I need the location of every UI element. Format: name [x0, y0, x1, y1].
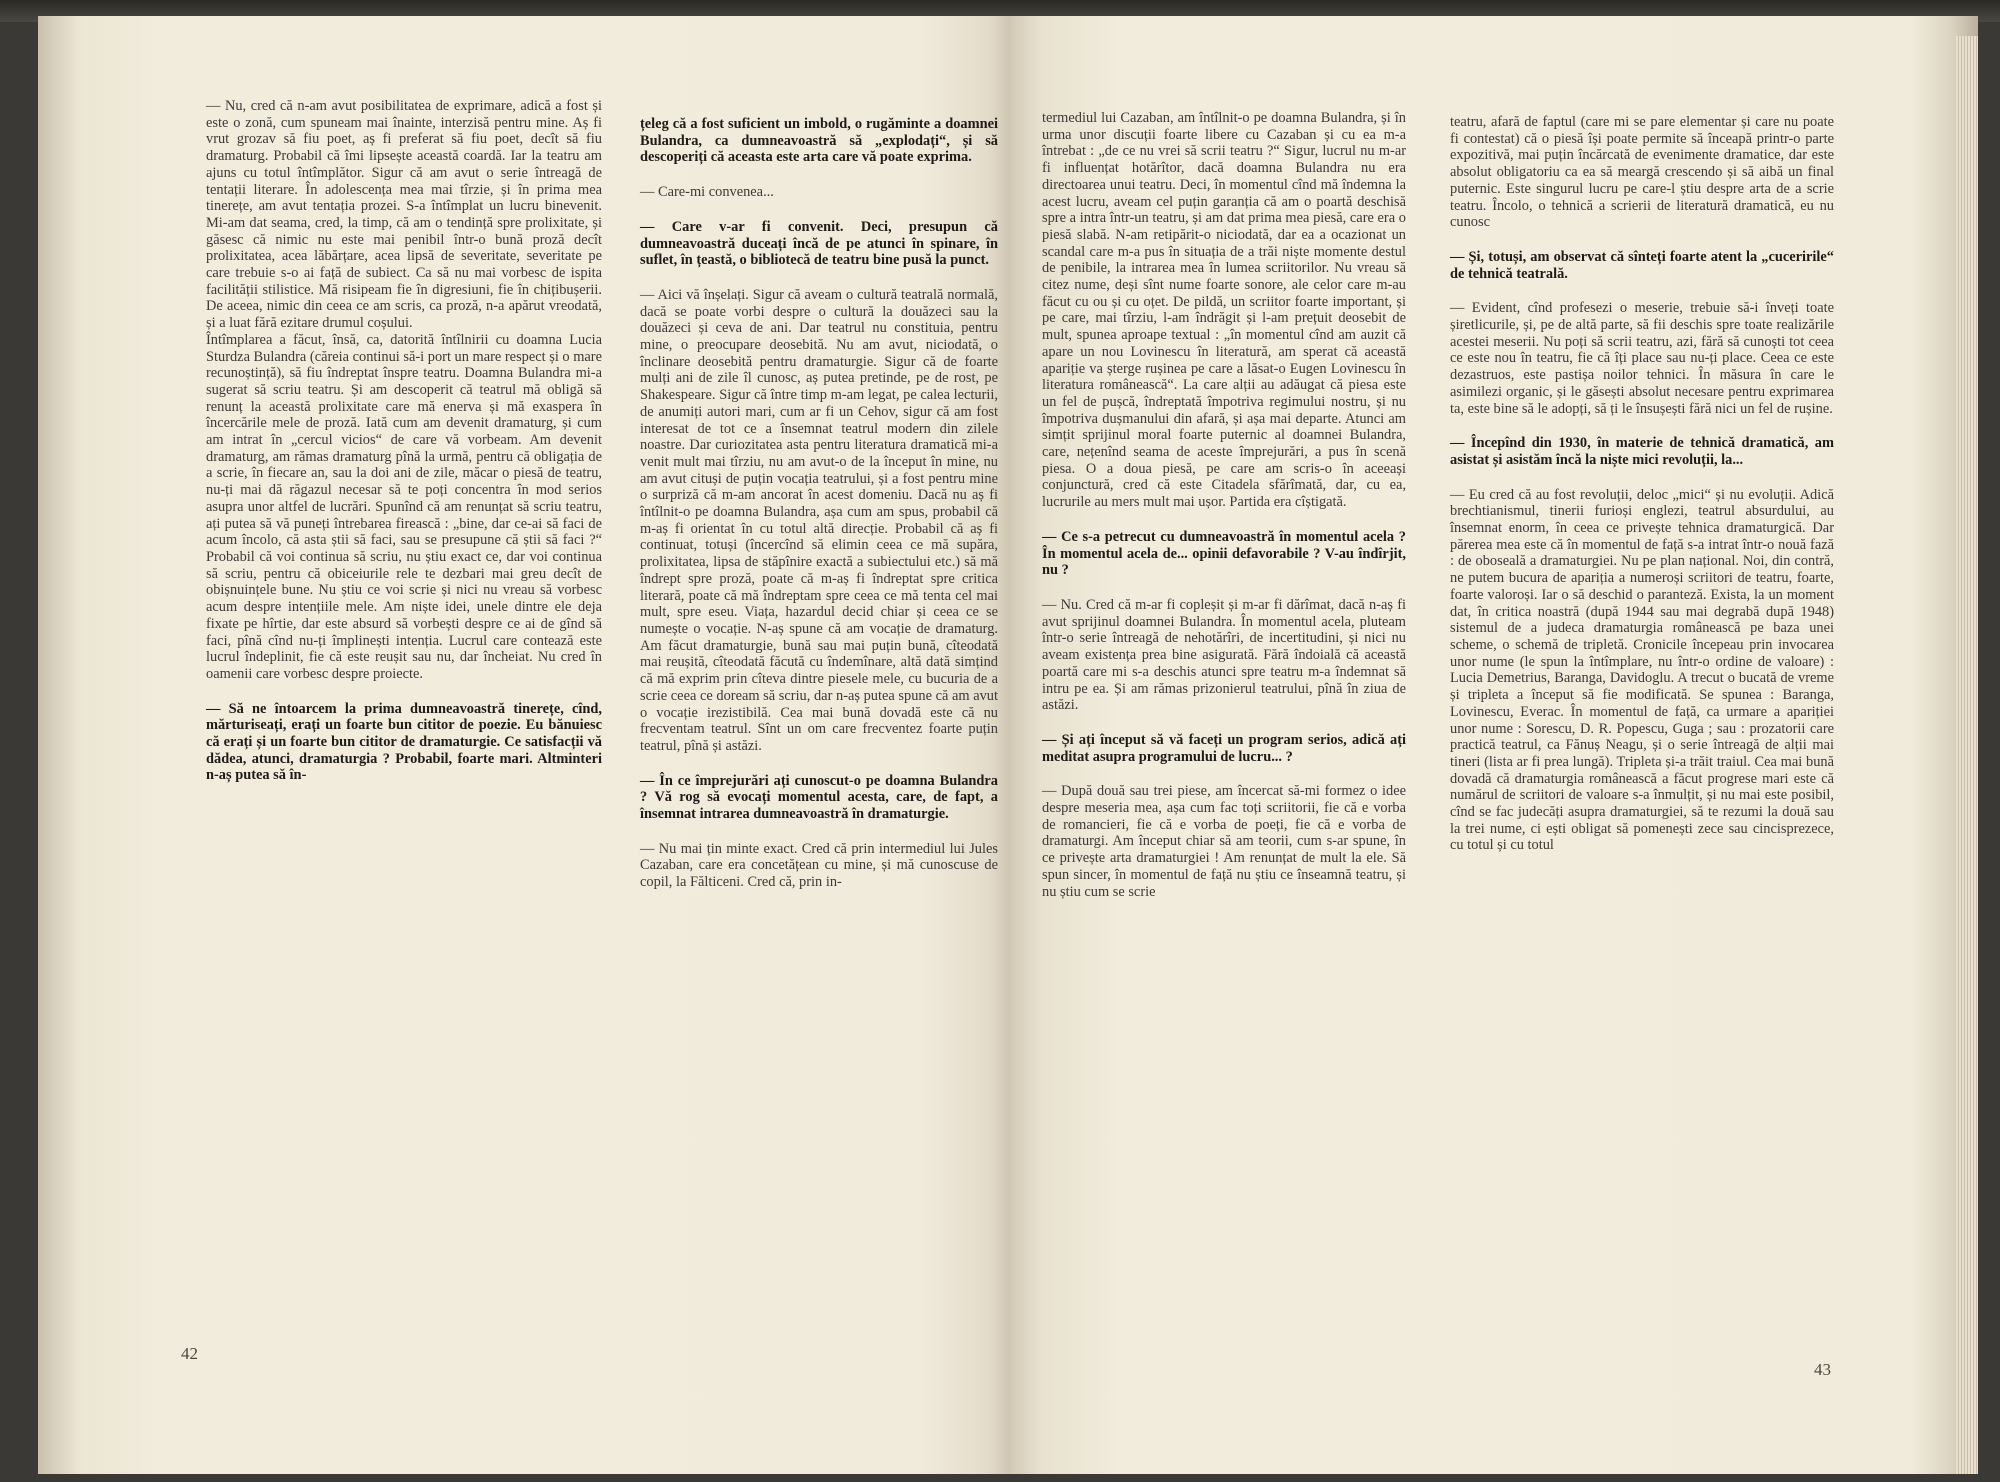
interview-answer-paragraph: — Aici vă înșelați. Sigur că aveam o cultură teatrală normală, dacă se poate vorbi despre o cultură la douăzeci sau la douăzeci și ceva de ani. Dar teatrul nu constituia, pentru mine, o preocupare deosebită. Nu am avut, niciodată, o înclinare deosebită pentru dramaturgie. Sigur că de foarte mulți ani de zile îl cunosc, aș putea pretinde, pe de rost, pe Shakespeare. Sigur că între timp m-am legat, pe calea lecturii, de anumiți autori mari, cum ar fi un Cehov, sigur că am fost interesat de tot ce a însemnat teatrul modern din zilele noastre. Dar curiozitatea asta pentru literatura dramatică mi-a venit mult mai tîrziu, nu am avut-o de la început în mine, nu am avut cituși de puțin vocația teatrului, și a fost pentru mine o surpriză că m-am ancorat în acest domeniu. Dacă nu aș fi întîlnit-o pe doamna Bulandra, așa cum am spus, probabil că m-aș fi orientat în cu totul altă direcție. Probabil că aș fi continuat, totuși (încercînd să elimin ceea ce mă supăra, prolixitatea, lipsa de stăpînire exactă a subiectului etc.) să mă îndrept spre proză, poate că m-aș fi îndreptat spre critica literară, poate că mă îndreptam spre ceea ce mă tenta cel mai mult, spre eseu. Viața, hazardul decid chiar și ceea ce se numește o vocație. N-aș spune că am vocație de dramaturg. Am făcut dramaturgie, bună sau mai puțin bună, cîteodată mai reușită, cîteodată făcută cu îndemînare, altă dată simțind că mă exprim prin cîteva dintre piesele mele, cu bucuria de a scrie ceea ce doream să scriu, dar n-aș putea spune că am avut o vocație irezistibilă. Cea mai bună dovadă este că nu frecventam teatrul. Sînt un om care frecventez foarte puțin teatrul, pînă și astăzi.: [640, 286, 998, 754]
right-page-column-1: [1042, 110, 1406, 900]
interview-answer-paragraph: — Nu. Cred că m-ar fi copleșit și m-ar fi dărîmat, dacă n-aș fi avut sprijinul doamnei Bulandra. În momentul acela, pluteam într-o serie întreagă de nehotărîri, de incertitudini, și nici nu aveam existența prea bine asigurată. Fără îndoială că această poartă care mi s-a deschis atunci spre teatru m-a îndemnat să intru pe ea. Și am rămas prizonierul teatrului, pînă în ziua de astăzi.: [1042, 596, 1406, 714]
open-book-spread: [38, 16, 1978, 1474]
page-edge-stack: [1956, 36, 1978, 1474]
interview-answer-paragraph: — Nu, cred că n-am avut posibilitatea de exprimare, adică a fost și este o zonă, cum spuneam mai înainte, interzisă pentru mine. Aș fi vrut grozav să fiu poet, aș fi preferat să fiu poet, decît să fiu dramaturg. Probabil că îmi lipsește această coardă. Iar la teatru am ajuns cu totul întîmplător. Sigur că am avut o serie întreagă de tentații literare. În adolescența mea mai tîrzie, și în prima mea tinerețe, am avut tentația prozei. S-a întîmplat un lucru binevenit. Mi-am dat seama, cred, la timp, că am o tendință spre prolixitate, și găsesc că nimic nu este mai penibil într-o bună proză decît prolixitatea, acea lăbărțare, acea lipsă de severitate, severitate pe care trebuie s-o ai față de subiect. Ca să nu mai vorbesc de ispita facilității stilistice. Mă risipeam fie în digresiuni, fie în chițibușerii. De aceea, nimic din ceea ce am scris, ca proză, n-a apărut vreodată, și a luat fără ezitare drumul coșului.: [206, 98, 602, 332]
interview-question: țeleg că a fost suficient un imbold, o rugăminte a doamnei Bulandra, ca dumneavoastră să „explodați“, și să descoperiți că aceasta este arta care vă poate exprima.: [640, 116, 998, 166]
interview-question: — În ce împrejurări ați cunoscut-o pe doamna Bulandra ? Vă rog să evocați momentul acesta, care, de fapt, a însemnat intrarea dumneavoastră în dramaturgie.: [640, 772, 998, 823]
interview-answer-paragraph: — Eu cred că au fost revoluții, deloc „mici“ și nu evoluții. Adică brechtianismul, tinerii furioși englezi, teatrul absurdului, au însemnat enorm, în ceea ce privește tehnica dramaturgică. Dar părerea mea este că în momentul de față s-a intrat într-o nouă fază : de oboseală a dramaturgiei. Nu pe plan național. Noi, din contră, ne putem bucura de apariția a numeroși scriitori de teatru, foarte, foarte valoroși. Iar o să deschid o paranteză. Exista, la un moment dat, în critica noastră (după 1944 sau mai degrabă după 1948) sistemul de a judeca dramaturgia românească pe baza unei scheme, o schemă de tripletă. Cronicile începeau prin invocarea unor nume (le spun la întîmplare, nu într-o ordine de valoare) : Lucia Demetrius, Baranga, Davidoglu. A trecut o bucată de vreme și tripleta a început să fie modificată. Se spunea : Baranga, Lovinescu, Everac. În momentul de față, ca urmare a apariției unor nume : Sorescu, D. R. Popescu, Guga ; sau : prozatorii care practică teatrul, ca Fănuș Neagu, și o serie întreagă de alții mai tineri (lista ar fi prea lungă). Tripleta și-a trăit traiul. Cea mai bună dovadă că dramaturgia românească a făcut progrese mari este că numărul de scriitori de valoare s-a înmulțit, și nu mai este posibil, cînd se fac judecăți asupra dramaturgiei, să te rezumi la două sau la trei nume, ci ești obligat să pomenești zece sau cincisprezece, cu totul și cu totul: [1450, 486, 1834, 854]
interview-answer-paragraph: termediul lui Cazaban, am întîlnit-o pe doamna Bulandra, și în urma unor discuții foarte libere cu Cazaban și cu ea m-a întrebat : „de ce nu vrei să scrii teatru ?“ Sigur, lucrul nu m-ar fi influențat hotărîtor, dacă doamna Bulandra nu era directoarea unui teatru. Deci, în momentul cînd mă îndemna la acest lucru, aveam cel puțin garanția că am o poartă deschisă spre a intra într-un teatru, și am dat prima mea piesă, care era o piesă slabă. N-am retipărit-o niciodată, dar ea a ocazionat un scandal care m-a pus în situația de a trăi niște momente destul de penibile, la intrarea mea în lumea scriitorilor. Nu vreau să citez nume, deși sînt nume foarte sonore, ale celor care m-au făcut cu ou și cu oțet. De pildă, un scriitor foarte important, și pe care, mai tîrziu, l-am îndrăgit și l-am prețuit deosebit de mult, spunea aproape textual : „în momentul cînd am auzit că apare un nou Lovinescu în literatură, am sperat că această apariție va șterge rușinea pe care a lăsat-o Eugen Lovinescu în literatura românească“. La care alții au adăugat că piesa este un fel de pușcă, îndreptată împotriva regimului nostru, și nu împotriva dușmanului din afară, și așa mai departe. Atunci am simțit sprijinul moral foarte puternic al doamnei Bulandra, care, nețenînd seama de aceste împrejurări, a pus în scenă piesa. O a doua piesă, pe care am scris-o în aceeași conjunctură, cred că este Citadela sfărîmată, dar, cu ea, lucrurile au mers mult mai ușor. Partida era cîștigată.: [1042, 110, 1406, 511]
page-number-left: 42: [181, 1344, 198, 1363]
interview-question: — Începînd din 1930, în materie de tehnică dramatică, am asistat și asistăm încă la niște mici revoluții, la...: [1450, 435, 1834, 468]
left-page-column-1: [206, 98, 602, 802]
interview-question: — Ce s-a petrecut cu dumneavoastră în momentul acela ? În momentul acela de... opinii defavorabile ? V-au îndîrjit, nu ?: [1042, 528, 1406, 579]
right-page: [1010, 16, 1978, 1474]
interview-answer-paragraph: — După două sau trei piese, am încercat să-mi formez o idee despre meseria mea, așa cum fac toți scriitorii, fie că e vorba de romancieri, fie că e vorba de poeți, fie că e vorba de dramaturgi. Am început chiar să am teorii, cum s-ar spune, în ce privește arta dramaturgiei ! Am renunțat de mult la ele. Să spun sincer, în momentul de față nu știu ce înseamnă teatru, și nu știu cum se scrie: [1042, 783, 1406, 900]
interview-answer-paragraph: teatru, afară de faptul (care mi se pare elementar și care nu poate fi contestat) că o piesă își poate permite să înceapă printr-o parte expozitivă, mai puțin încărcată de evenimente dramatice, dar este absolut obligatoriu ca ea să meargă crescendo și să aibă un final puternic. Este singurul lucru pe care-l știu despre arta de a scrie teatru. Încolo, o tehnică a scrierii de literatură dramatică, eu nu cunosc: [1450, 114, 1834, 231]
right-page-column-2: [1450, 114, 1834, 854]
left-page: [38, 16, 1010, 1474]
interview-answer-paragraph: Întîmplarea a făcut, însă, ca, datorită întîlnirii cu doamna Lucia Sturdza Bulandra (căreia continui să-i port un mare respect și o mare recunoștință), să fiu îndreptat înspre teatru. Doamna Bulandra mi-a sugerat să scriu teatru. Și am descoperit că teatrul mă obligă să renunț la această prolixitate care mă enerva și mă exaspera în încercările mele de proză. Iată cum am devenit dramaturg, și cum am intrat în „cercul vicios“ de care vă vorbeam. Am devenit dramaturg, am rămas dramaturg pînă la urmă, pentru că obligația de a scrie, în fiecare an, sau la doi ani de zile, măcar o piesă de teatru, nu-ți mai dă răgazul necesar să te poți concentra în mod serios asupra unor altfel de lucrări. Spunînd că am renunțat să scriu teatru, ați putea să vă puneți întrebarea firească : „bine, dar ce-ai să faci de acum încolo, că asta știi să faci, sau se presupune că știi să faci ?“ Probabil că voi continua să scriu, nu știu exact ce, dar voi continua să scriu, pentru că obiceiurile rele te dezbari mai greu decît de obișnuințele bune. Nu știu ce voi scrie și nici nu vreau să vorbesc acum despre intențiile mele. Am niște idei, unele dintre ele deja fixate pe hîrtie, dar este absurd să vorbești despre ce ai de gînd să faci, pînă cînd nu-ți împlinești intenția. Lucrul care contează este lucrul îndeplinit, fie că este reușit sau nu, dar încheiat. Nu cred în oamenii care vorbesc despre proiecte.: [206, 331, 602, 682]
interview-answer-paragraph: — Care-mi convenea...: [640, 184, 774, 201]
interview-question: — Să ne întoarcem la prima dumneavoastră tinerețe, cînd, mărturiseați, erați un foarte bun cititor de poezie. Eu bănuiesc că erați și un foarte bun cititor de dramaturgie. Ce satisfacții vă dădea, atunci, dramaturgia ? Probabil, foarte mari. Altminteri n-aș putea să în-: [206, 700, 602, 784]
interview-answer-paragraph: — Evident, cînd profesezi o meserie, trebuie să-i înveți toate șiretlicurile, și, pe de altă parte, să fii deschis spre toate realizările acestei meserii. Nu poți să scrii teatru, azi, fără să cunoști tot ceea ce este nou în teatru, fie că îți place sau nu-ți place. Ceea ce este dezastruos, este pastișa noilor tehnici. În măsura în care le asimilezi organic, și le găsești absolut necesare pentru exprimarea ta, este bine să le adopți, să ți le însușești fără nici un fel de rușine.: [1450, 300, 1834, 417]
interview-question: — Care v-ar fi convenit. Deci, presupun că dumneavoastră duceați încă de pe atunci în spinare, în suflet, în țeastă, o bibliotecă de teatru bine pusă la punct.: [640, 218, 998, 269]
page-number-right: 43: [1814, 1360, 1831, 1379]
left-page-column-2: [640, 98, 998, 891]
interview-answer-paragraph: — Nu mai țin minte exact. Cred că prin intermediul lui Jules Cazaban, care era concetățean cu mine, și mă cunoscuse de copil, la Fălticeni. Cred că, prin in-: [640, 840, 998, 891]
interview-question: — Și ați început să vă faceți un program serios, adică ați meditat asupra programului de lucru... ?: [1042, 731, 1406, 765]
interview-question: — Și, totuși, am observat că sînteți foarte atent la „cuceririle“ de tehnică teatrală.: [1450, 248, 1834, 282]
